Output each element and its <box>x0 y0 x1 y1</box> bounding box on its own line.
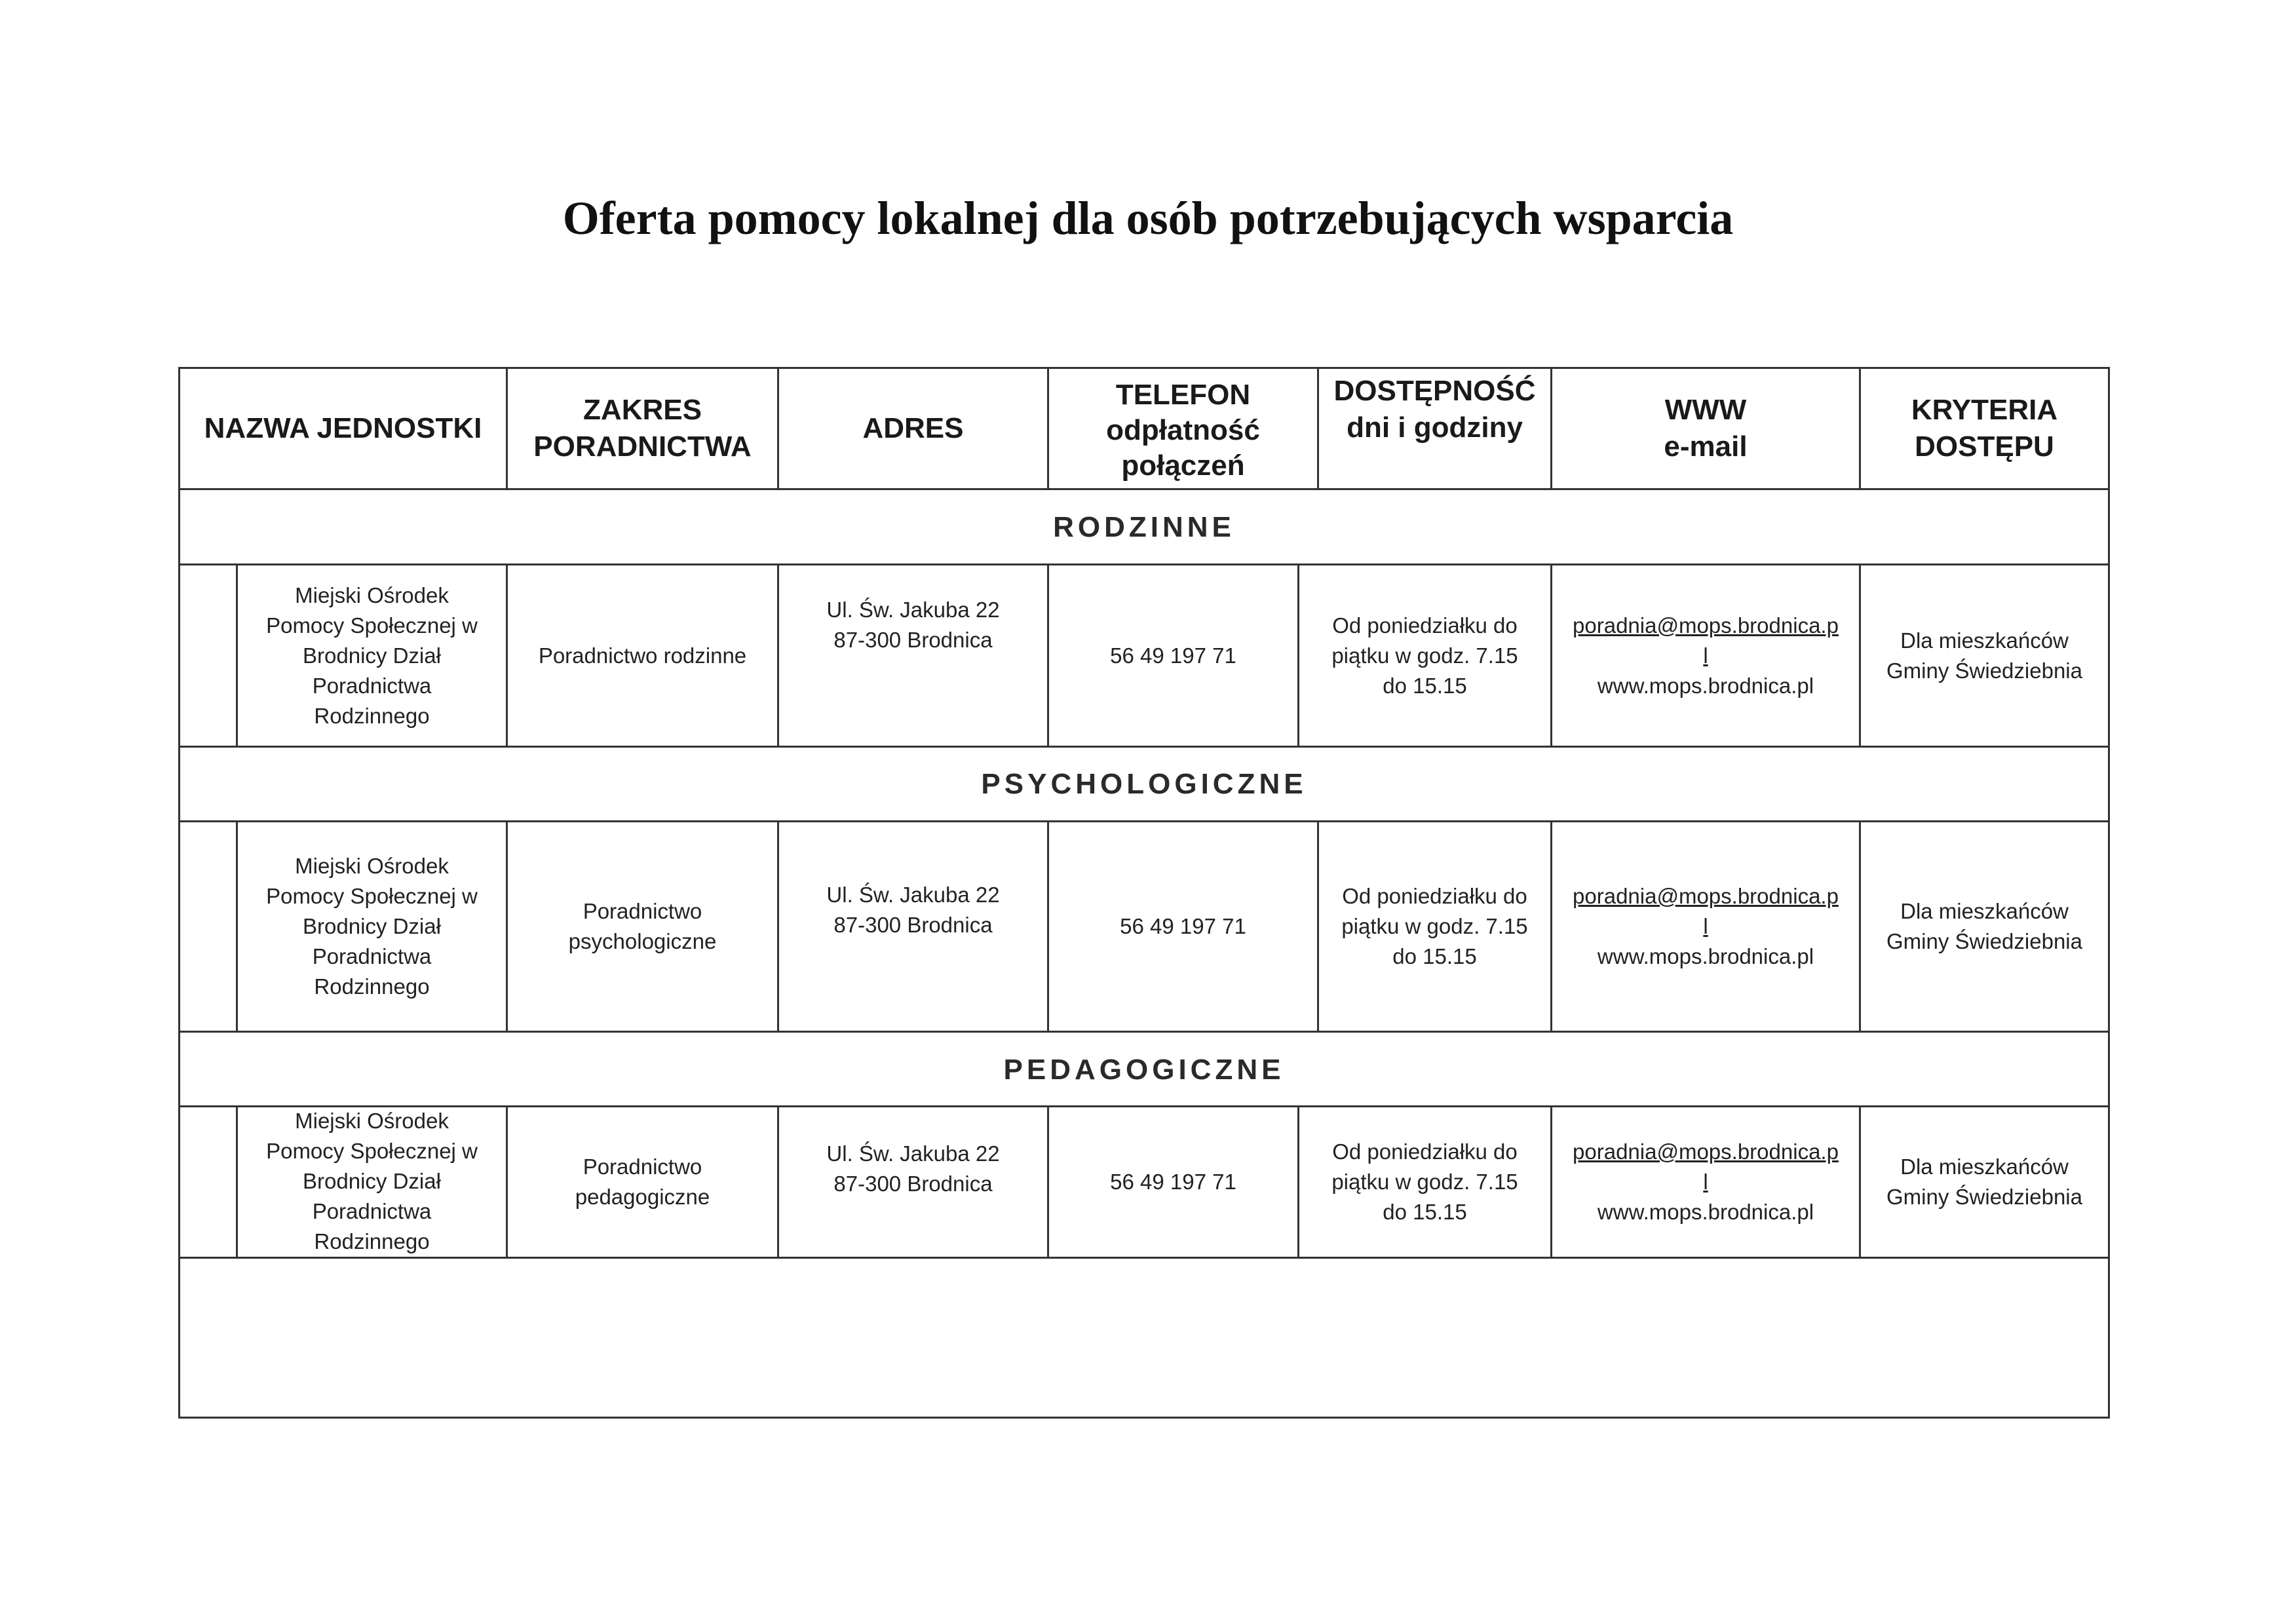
page-title: Oferta pomocy lokalnej dla osób potrzebujących wsparcia <box>562 192 1734 244</box>
email-link[interactable]: l <box>1703 1170 1708 1194</box>
header-web: WWW e-mail <box>1664 394 1748 463</box>
table-row-1-scope: Poradnictwo rodzinne <box>538 643 747 668</box>
email-link[interactable]: poradnia@mops.brodnica.p <box>1573 613 1839 638</box>
table-row-2-address: Ul. Św. Jakuba 22 87-300 Brodnica <box>826 883 1000 937</box>
www-link[interactable]: www.mops.brodnica.pl <box>1597 1200 1814 1224</box>
www-link[interactable]: www.mops.brodnica.pl <box>1597 944 1814 968</box>
table-row-1-address: Ul. Św. Jakuba 22 87-300 Brodnica <box>826 598 1000 652</box>
section-title-rodzinne: RODZINNE <box>1053 511 1235 543</box>
header-address: ADRES <box>862 412 964 444</box>
section-title-psychologiczne: PSYCHOLOGICZNE <box>981 768 1307 800</box>
email-link[interactable]: l <box>1703 914 1708 938</box>
email-link[interactable]: poradnia@mops.brodnica.p <box>1573 1139 1839 1164</box>
table-row-3-criteria: Dla mieszkańców Gminy Świedziebnia <box>1886 1155 2082 1209</box>
section-title-pedagogiczne: PEDAGOGICZNE <box>1003 1054 1285 1086</box>
header-phone: TELEFON odpłatność połączeń <box>1106 379 1260 482</box>
table-row-2-criteria: Dla mieszkańców Gminy Świedziebnia <box>1886 899 2082 953</box>
header-criteria: KRYTERIA DOSTĘPU <box>1911 394 2058 463</box>
table-row-3-name: Miejski Ośrodek Pomocy Społecznej w Brodnicy Dział Poradnictwa Rodzinnego <box>266 1109 478 1253</box>
rule-row3-bottom <box>178 1257 2110 1259</box>
table-row-2-name: Miejski Ośrodek Pomocy Społecznej w Brodnicy Dział Poradnictwa Rodzinnego <box>266 854 478 999</box>
email-link[interactable]: poradnia@mops.brodnica.p <box>1573 884 1839 908</box>
email-link[interactable]: l <box>1703 643 1708 668</box>
header-availability: DOSTĘPNOŚĆ dni i godziny <box>1333 375 1536 444</box>
header-name: NAZWA JEDNOSTKI <box>204 412 482 444</box>
rule-row1-bottom <box>178 746 2110 748</box>
header-scope: ZAKRES PORADNICTWA <box>533 394 752 463</box>
table-row-3-address: Ul. Św. Jakuba 22 87-300 Brodnica <box>826 1141 1000 1196</box>
rule-row2-bottom <box>178 1031 2110 1033</box>
table-row-2-contact <box>1552 822 1859 1031</box>
www-link[interactable]: www.mops.brodnica.pl <box>1597 673 1814 698</box>
table-row-1-criteria: Dla mieszkańców Gminy Świedziebnia <box>1886 628 2082 683</box>
table-row-3-contact <box>1552 1107 1859 1257</box>
table-row-1-contact <box>1552 565 1859 746</box>
table-row-1-availability: Od poniedziałku do piątku w godz. 7.15 do 15.15 <box>1331 613 1518 698</box>
table-row-1-name: Miejski Ośrodek Pomocy Społecznej w Brodnicy Dział Poradnictwa Rodzinnego <box>266 582 478 728</box>
table-row-1-phone: 56 49 197 71 <box>1110 643 1236 668</box>
table-row-2-phone: 56 49 197 71 <box>1120 914 1246 938</box>
table-row-2-availability: Od poniedziałku do piątku w godz. 7.15 do 15.15 <box>1341 884 1528 968</box>
table-row-2-scope: Poradnictwo psychologiczne <box>568 899 717 953</box>
table-row-3-scope: Poradnictwo pedagogiczne <box>575 1155 710 1209</box>
table-row-3-availability: Od poniedziałku do piątku w godz. 7.15 do 15.15 <box>1331 1139 1518 1224</box>
table-row-3-phone: 56 49 197 71 <box>1110 1170 1236 1194</box>
